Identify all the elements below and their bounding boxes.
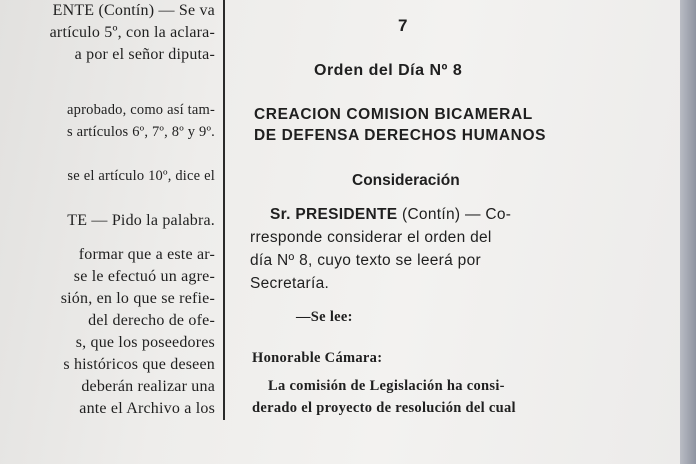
- left-column: [0, 0, 215, 464]
- left-line-2: artículo 5º, con la aclara-: [49, 24, 215, 41]
- right-column: [240, 0, 570, 464]
- paragraph-line-1: [270, 206, 511, 224]
- honorable-camara: Honorable Cámara:: [252, 350, 383, 366]
- paragraph-line-4: Secretaría.: [250, 275, 330, 292]
- left-line-12: s, que los poseedores: [75, 334, 215, 351]
- paragraph-line-2: rresponde considerar el orden del: [250, 229, 492, 246]
- left-line-8: formar que a este ar-: [78, 246, 215, 263]
- left-line-5: s artículos 6º, 7º, 8º y 9º.: [66, 124, 215, 140]
- column-divider: [223, 0, 225, 420]
- section-heading-line-2: DE DEFENSA DERECHOS HUMANOS: [254, 127, 547, 144]
- speaker-name: Sr. PRESIDENTE: [270, 206, 398, 223]
- se-lee-note: —Se lee:: [296, 309, 353, 325]
- left-line-6: se el artículo 10º, dice el: [67, 168, 215, 184]
- page-edge-shadow: [680, 0, 696, 464]
- body-line-1: La comisión de Legislación ha consi-: [268, 378, 505, 394]
- subheading-consideracion: Consideración: [352, 172, 460, 189]
- left-line-3: a por el señor diputa-: [74, 46, 215, 63]
- paragraph-line-3: día Nº 8, cuyo texto se leerá por: [250, 252, 481, 269]
- left-line-1: ENTE (Contín) — Se va: [52, 2, 215, 19]
- left-line-15: ante el Archivo a los: [79, 400, 215, 417]
- left-line-13: s históricos que deseen: [63, 356, 215, 373]
- left-line-9: se le efectuó un agre-: [73, 268, 215, 285]
- left-line-4: aprobado, como así tam-: [67, 102, 215, 118]
- body-line-2: derado el proyecto de resolución del cual: [252, 400, 516, 416]
- left-line-10: sión, en lo que se refie-: [60, 290, 215, 307]
- orden-del-dia: Orden del Día Nº 8: [314, 62, 463, 79]
- left-line-11: del derecho de ofe-: [88, 312, 215, 329]
- page-number: 7: [398, 16, 408, 35]
- left-line-7: TE — Pido la palabra.: [67, 212, 215, 229]
- section-heading-line-1: CREACION COMISION BICAMERAL: [254, 106, 533, 123]
- left-line-14: deberán realizar una: [81, 378, 215, 395]
- speaker-rest: (Contín) — Co-: [397, 206, 512, 223]
